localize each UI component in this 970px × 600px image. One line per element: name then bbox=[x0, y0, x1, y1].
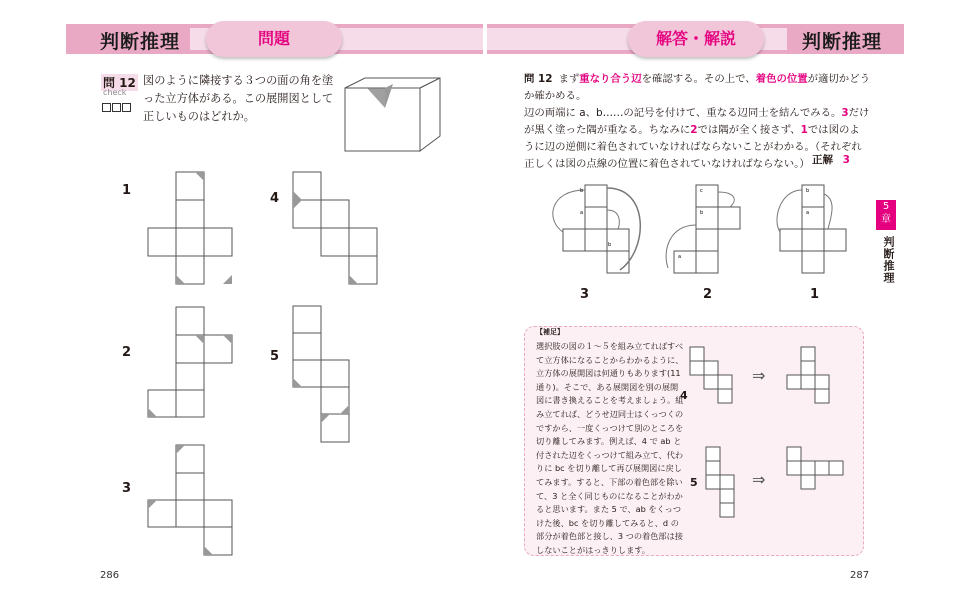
highlight-2: 2 bbox=[690, 124, 698, 136]
svg-text:a: a bbox=[580, 210, 584, 216]
answer-label-1: 1 bbox=[810, 287, 820, 302]
option-label-4: 4 bbox=[270, 191, 280, 206]
chapter-number: 5 bbox=[882, 201, 890, 212]
answer-intro-1: まず bbox=[558, 73, 580, 85]
answer-intro-3: が適切かどうか確かめる。 bbox=[524, 73, 870, 102]
chapter-tab[interactable] bbox=[876, 200, 896, 230]
answer-label-2: 2 bbox=[703, 287, 713, 302]
supplement-text: 選択肢の図の１～５を組み立てればすべて立方体になることからわかるように、立方体の展開図は何通りもあります(11通り)。そこで、ある展開図を別の展開図に書き換えることを考えましょう。組み立てれば、どうせ辺同士はくっつくのですから、一度くっつけて別のところを切り離してみます。例えば、4 で ab と付された辺をくっつけて組み立て、代わりに bc を切り離して再び展開図に戻してみます。すると、下部の着色部を除いて、3 と全く同じものになることがわかると思います。また 5 で、ab をくっつけた後、bc を切り離してみると、d の部分が着色部と接し、3 つの着色部は接しないことがはっきりします。 bbox=[536, 341, 684, 555]
svg-text:c: c bbox=[700, 188, 703, 194]
chapter-unit: 章 bbox=[881, 214, 891, 225]
supplement-net-4-before bbox=[690, 347, 750, 427]
supplement-label: 【補足】 bbox=[536, 328, 564, 336]
answer-net-2 bbox=[660, 180, 760, 275]
tab-answer[interactable]: 解答・解説 bbox=[628, 21, 764, 57]
svg-text:b: b bbox=[806, 188, 810, 194]
page-number-left: 286 bbox=[100, 570, 120, 581]
highlight-1: 1 bbox=[800, 124, 808, 136]
answer-net-3 bbox=[540, 180, 640, 275]
answer-number: 問 12 bbox=[524, 73, 553, 85]
answer-para2-b: だけが黒く塗った隅が重なる。ちなみに bbox=[524, 107, 870, 136]
supplement-net-5-after bbox=[787, 447, 867, 507]
svg-text:b: b bbox=[700, 210, 704, 216]
net-option-1[interactable] bbox=[148, 172, 232, 284]
arrow-icon-2: ⇒ bbox=[752, 470, 766, 489]
highlight-color-position: 着色の位置 bbox=[755, 73, 808, 85]
svg-text:b: b bbox=[580, 188, 584, 194]
check-label: check bbox=[103, 88, 127, 97]
cube-illustration bbox=[345, 78, 445, 158]
svg-text:a: a bbox=[678, 254, 682, 260]
option-label-1: 1 bbox=[122, 183, 132, 198]
answer-para2-c: では隅が全く接さず、 bbox=[697, 124, 801, 136]
supplement-net-5-before bbox=[706, 447, 766, 537]
arrow-icon-1: ⇒ bbox=[752, 366, 766, 385]
answer-net-1 bbox=[770, 180, 870, 275]
page-number-right: 287 bbox=[850, 570, 870, 581]
highlight-3: 3 bbox=[841, 107, 849, 119]
supplement-net-4-after bbox=[787, 347, 847, 427]
answer-label-3: 3 bbox=[580, 287, 590, 302]
svg-text:a: a bbox=[806, 210, 810, 216]
net-option-2[interactable] bbox=[148, 307, 232, 417]
net-option-4[interactable] bbox=[293, 172, 377, 284]
option-label-5: 5 bbox=[270, 349, 280, 364]
option-label-3: 3 bbox=[122, 481, 132, 496]
tab-question[interactable]: 問題 bbox=[206, 21, 342, 57]
chapter-name: 判断推理 bbox=[882, 236, 895, 284]
net-option-3[interactable] bbox=[148, 445, 232, 555]
option-label-2: 2 bbox=[122, 345, 132, 360]
answer-paragraph-1 bbox=[524, 71, 870, 105]
right-page-title: 判断推理 bbox=[802, 31, 883, 53]
svg-text:b: b bbox=[608, 242, 612, 248]
net-option-5[interactable] bbox=[293, 306, 349, 442]
highlight-overlap-edges: 重なり合う辺 bbox=[579, 73, 642, 85]
answer-intro-2: を確認する。その上で、 bbox=[641, 73, 756, 85]
correct-answer bbox=[812, 152, 850, 167]
left-page-title: 判断推理 bbox=[100, 31, 181, 53]
supplement-fig-label-4: 4 bbox=[680, 389, 688, 402]
answer-para2-a: 辺の両端に a、b……の記号を付けて、重なる辺同士を結んでみる。 bbox=[524, 107, 842, 119]
check-boxes[interactable] bbox=[102, 97, 132, 116]
answer-para2-d: では図のように辺の逆側に着色されていなければならないことがわかる。（それぞれ正しくは図の点線の位置に着色されていなければならない。） bbox=[524, 124, 862, 170]
question-number: 問 12 bbox=[103, 76, 136, 90]
correct-value: 3 bbox=[842, 154, 850, 166]
correct-label: 正解 bbox=[812, 154, 833, 166]
supplement-fig-label-5: 5 bbox=[690, 476, 698, 489]
question-text: 図のように隣接する３つの面の角を塗った立方体がある。この展開図として正しいものはどれか。 bbox=[143, 74, 334, 123]
